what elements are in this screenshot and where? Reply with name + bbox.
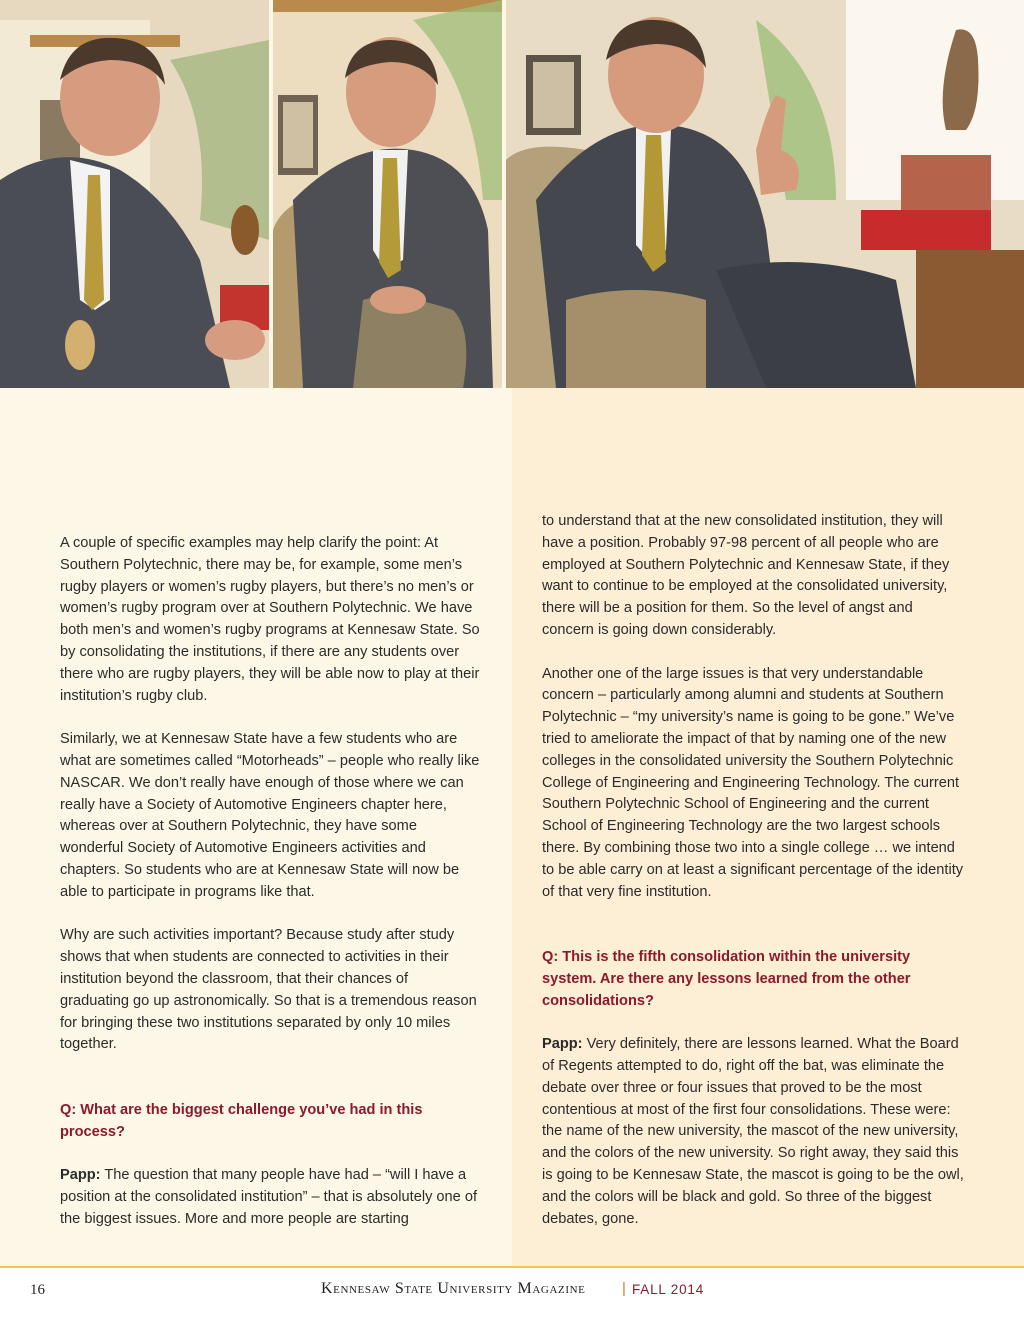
left-answer bbox=[60, 1165, 480, 1230]
interview-photo-pointing bbox=[506, 0, 1024, 388]
magazine-title: Kennesaw State University Magazine bbox=[321, 1280, 586, 1297]
right-paragraph-1: to understand that at the new consolidated institution, they will have a position. Probably 97-98 percent of all people who are employed at Southern Polytechnic and Kennesaw State, if they want to continue to be employed at the consolidated university, there will be a position for them. So the level of angst and concern is going down considerably. bbox=[542, 513, 950, 638]
issue-label: FALL 2014 bbox=[632, 1282, 705, 1297]
left-paragraph-3: Why are such activities important? Because study after study shows that when students are connected to activities in their institution beyond the classroom, that their chances of graduating go up astronomically. So that is a tremendous reason for bringing these two institutions separated by only 10 miles together. bbox=[60, 927, 477, 1053]
right-paragraph-2: Another one of the large issues is that very understandable concern – particularly among alumni and students at Southern Polytechnic – “my university’s name is going to be gone.” We’ve tried to ameliorate the impact of that by naming one of the new colleges in the consolidated university the Southern Polytechnic College of Engineering and Engineering Technology. The current Southern Polytechnic School of Engineering and the current School of Engineering Technology are the two largest schools there. By combining those two into a single college … we intend to be able carry on at least a significant percentage of the identity of that very fine institution. bbox=[542, 665, 964, 900]
right-column bbox=[542, 511, 967, 1252]
left-paragraph-1: A couple of specific examples may help clarify the point: At Southern Polytechnic, there may be, for example, some men’s rugby players or women’s rugby players, but there’s no men’s or women’s rugby program over at Southern Polytechnic. We have both men’s and women’s rugby programs at Kennesaw State. So by consolidating the institutions, if there are any students over there who are rugby players, they will be able now to play at their institution’s rugby club. bbox=[60, 535, 480, 704]
right-answer-text: Very definitely, there are lessons learned. What the Board of Regents attempted to do, right off the bat, was eliminate the debate over three or four issues that proved to be the most contentious at most of the first four consolidations. These were: the name of the new university, the mascot of the new university, and the colors of the new university. So right away, they said this is going to be Kennesaw State, the mascot is going to be the owl, and the colors will be black and gold. So three of the biggest debates, gone. bbox=[542, 1036, 964, 1227]
left-paragraph-2: Similarly, we at Kennesaw State have a few students who are what are sometimes called “Motorheads” – people who really like NASCAR. We don’t really have enough of those where we can really have a Society of Automotive Engineers chapter here, whereas over at Southern Polytechnic, they have some wonderful Society of Automotive Engineers activities and chapters. So students who are at Kennesaw State will now be able to participate in programs like that. bbox=[60, 731, 480, 900]
left-column bbox=[60, 533, 480, 1252]
interview-photo-smiling bbox=[273, 0, 502, 388]
left-question: Q: What are the biggest challenge you’ve had in this process? bbox=[60, 1101, 423, 1140]
footer-separator: | bbox=[622, 1280, 626, 1297]
left-answer-speaker: Papp: bbox=[60, 1167, 101, 1184]
interview-photo-gesturing bbox=[0, 0, 269, 388]
left-answer-text: The question that many people have had – “will I have a position at the consolidated institution” – that is absolutely one of the biggest issues. More and more people are starting bbox=[60, 1167, 477, 1227]
right-question: Q: This is the fifth consolidation within the university system. Are there any lessons learned from the other consolidations? bbox=[542, 948, 911, 1009]
right-answer-speaker: Papp: bbox=[542, 1036, 583, 1053]
page-number: 16 bbox=[30, 1282, 45, 1298]
right-answer bbox=[542, 1034, 967, 1230]
